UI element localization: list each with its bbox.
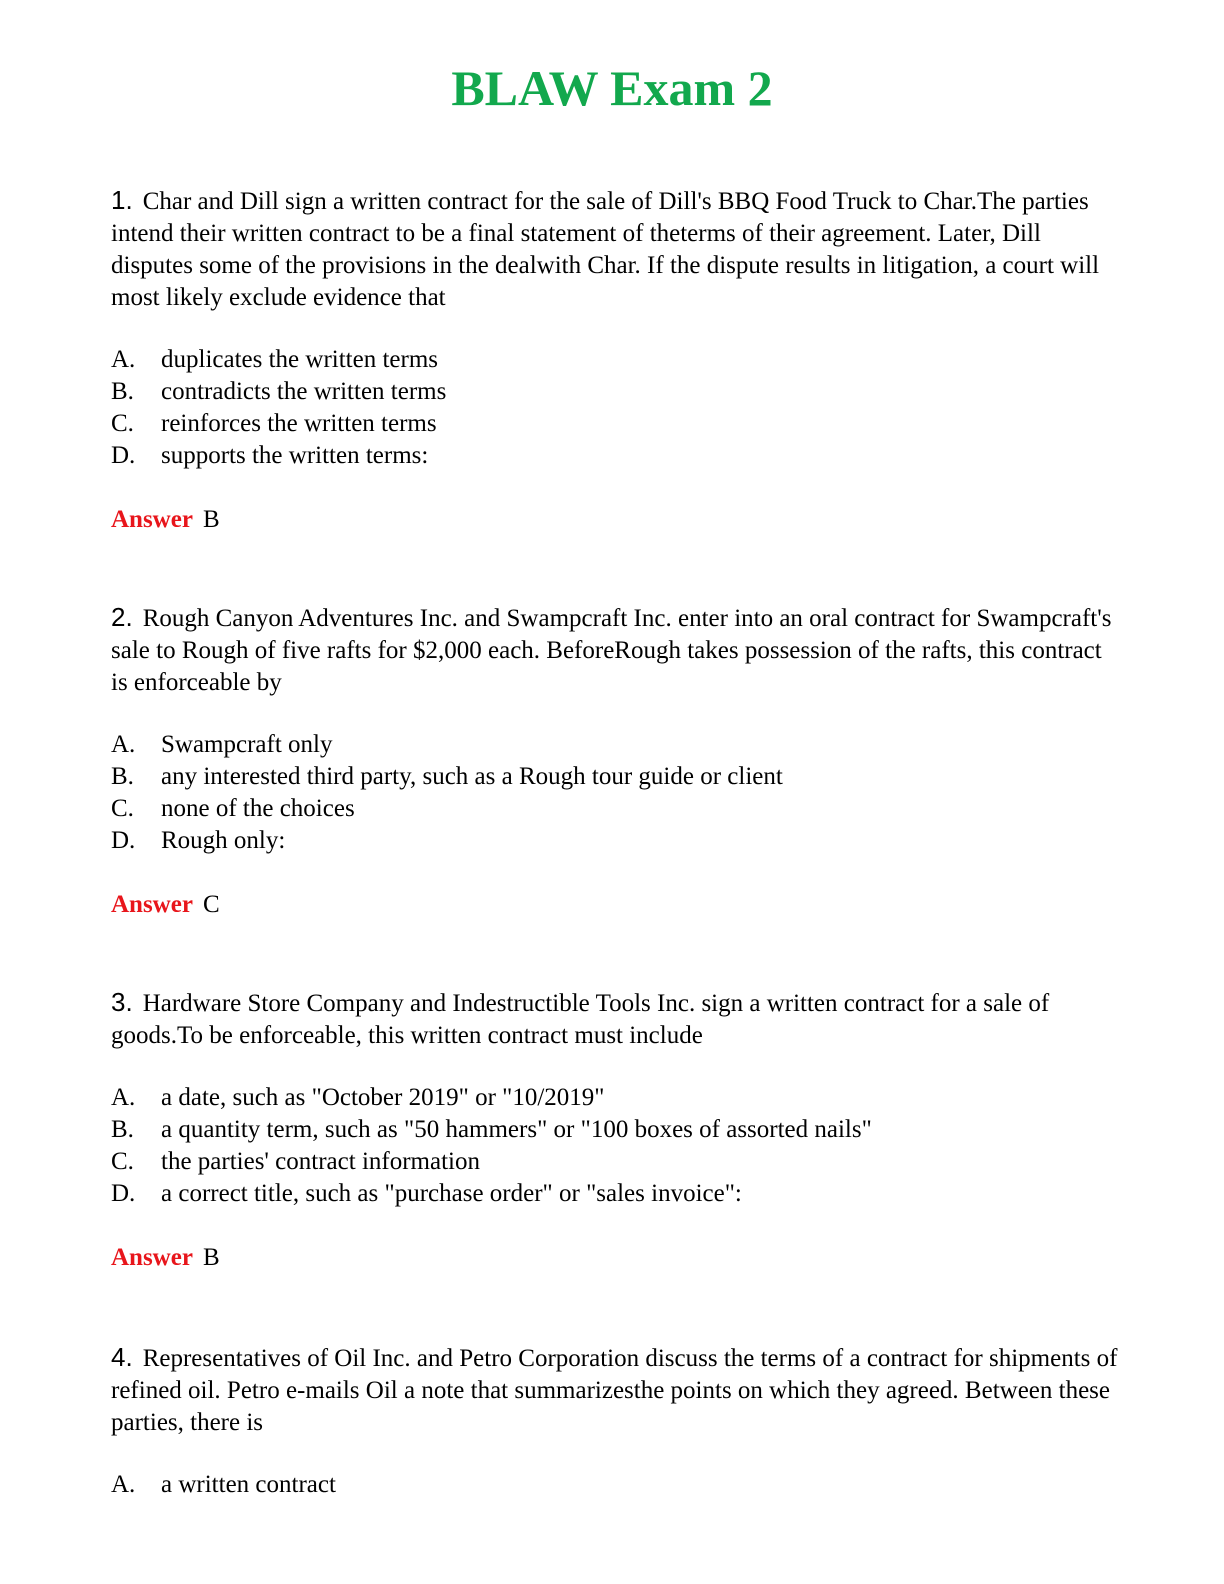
option-letter: A. [111,731,136,758]
option-letter: C. [111,410,134,437]
option-text: reinforces the written terms [161,410,437,437]
option-text: a correct title, such as "purchase order" or "sales invoice": [161,1180,742,1207]
option-d [111,1178,1121,1210]
option-a [111,344,1121,376]
option-text: a written contract [161,1471,336,1498]
option-letter: C. [111,795,134,822]
option-text: the parties' contract information [161,1148,480,1175]
question-stem [111,184,1121,314]
option-b [111,376,1121,408]
answer-value: C [202,891,220,918]
option-text: a date, such as "October 2019" or "10/2019" [161,1084,605,1111]
question-stem [111,601,1121,699]
option-letter: D. [111,1180,136,1207]
option-text: Swampcraft only [161,731,333,758]
option-text: any interested third party, such as a Rough tour guide or client [161,763,783,790]
answer-label: Answer [111,891,193,918]
question-text: Char and Dill sign a written contract for the sale of Dill's BBQ Food Truck to Char.The parties intend their written contract to be a final statement of theterms of their agreement. Later, Dill disputes some of the provisions in the dealwith Char. If the dispute results in litigation, a court will most likely exclude evidence that [111,188,1100,311]
option-d [111,440,1121,472]
question-number: 4. [111,1342,133,1372]
answer-label: Answer [111,506,193,533]
option-text: supports the written terms: [161,442,429,469]
option-text: duplicates the written terms [161,346,439,373]
option-letter: D. [111,827,136,854]
question-text: Rough Canyon Adventures Inc. and Swampcraft Inc. enter into an oral contract for Swampcraft's sale to Rough of five rafts for $2,000 each. BeforeRough takes possession of the rafts, this contract is enforceable by [111,605,1112,696]
option-c [111,408,1121,440]
option-letter: B. [111,378,134,405]
option-list [111,1082,1121,1210]
answer-line [111,1242,1121,1274]
question-number: 2. [111,602,133,632]
option-letter: B. [111,763,134,790]
option-letter: A. [111,1471,136,1498]
answer-value: B [202,506,220,533]
question-text: Representatives of Oil Inc. and Petro Corporation discuss the terms of a contract for shipments of refined oil. Petro e-mails Oil a note that summarizesthe points on which they agreed. Between these parties, there is [111,1345,1118,1436]
option-letter: A. [111,1084,136,1111]
question-number: 3. [111,987,133,1017]
question-stem [111,986,1121,1052]
option-text: contradicts the written terms [161,378,447,405]
question-2 [111,601,1121,921]
question-stem [111,1341,1121,1439]
option-letter: A. [111,346,136,373]
option-list [111,344,1121,472]
option-a [111,729,1121,761]
question-number: 1. [111,185,133,215]
answer-line [111,889,1121,921]
option-b [111,761,1121,793]
question-4 [111,1341,1121,1501]
question-3 [111,986,1121,1274]
option-list [111,1469,1121,1501]
option-text: none of the choices [161,795,355,822]
question-text: Hardware Store Company and Indestructible Tools Inc. sign a written contract for a sale of goods.To be enforceable, this written contract must include [111,990,1050,1049]
option-list [111,729,1121,857]
document-title: BLAW Exam 2 [451,60,773,116]
question-1 [111,184,1121,536]
answer-line [111,504,1121,536]
option-a [111,1082,1121,1114]
option-a [111,1469,1121,1501]
option-b [111,1114,1121,1146]
option-d [111,825,1121,857]
option-letter: B. [111,1116,134,1143]
option-c [111,1146,1121,1178]
option-letter: D. [111,442,136,469]
option-c [111,793,1121,825]
option-letter: C. [111,1148,134,1175]
option-text: Rough only: [161,827,286,854]
option-text: a quantity term, such as "50 hammers" or "100 boxes of assorted nails" [161,1116,872,1143]
answer-value: B [202,1244,220,1271]
answer-label: Answer [111,1244,193,1271]
